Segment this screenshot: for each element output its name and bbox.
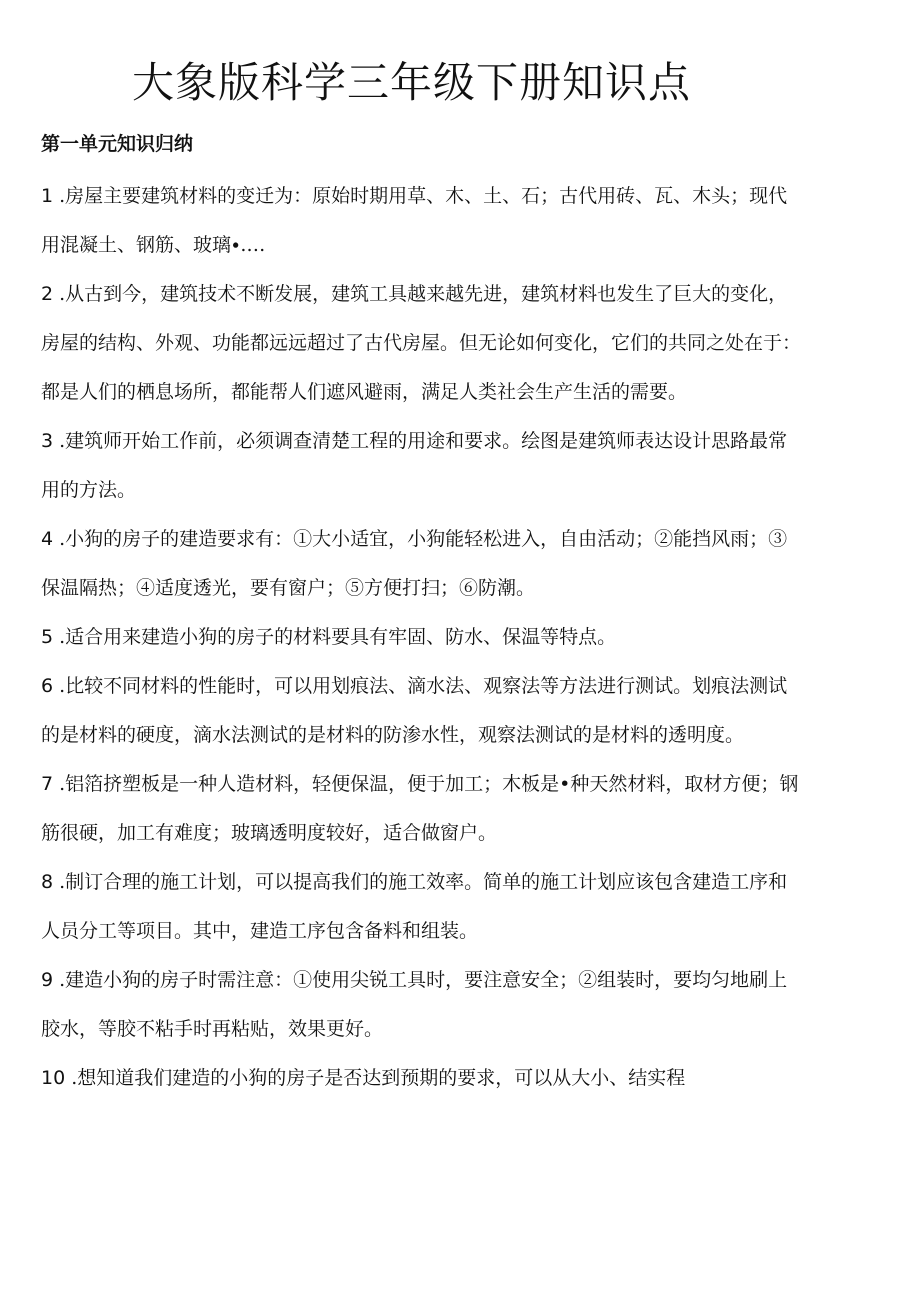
item-text: .想知道我们建造的小狗的房子是否达到预期的要求，可以从大小、结实程 [71, 1067, 686, 1089]
item-text: .适合用来建造小狗的房子的材料要具有牢固、防水、保温等特点。 [59, 626, 617, 648]
knowledge-point [41, 858, 801, 956]
knowledge-point [41, 172, 801, 270]
knowledge-point [41, 956, 801, 1054]
item-text: .小狗的房子的建造要求有：①大小适宜，小狗能轻松进入，自由活动；②能挡风雨；③保温隔热；④适度透光，要有窗户；⑤方便打扫；⑥防潮。 [41, 528, 788, 599]
knowledge-point [41, 417, 801, 515]
document-title: 大象版科学三年级下册知识点 [132, 58, 692, 107]
knowledge-point [41, 760, 801, 858]
knowledge-point [41, 1054, 801, 1103]
item-number: 7 [41, 773, 54, 795]
item-number: 6 [41, 675, 54, 697]
item-number: 5 [41, 626, 54, 648]
item-number: 4 [41, 528, 54, 550]
knowledge-point [41, 515, 801, 613]
item-number: 2 [41, 283, 54, 305]
item-text: .从古到今，建筑技术不断发展，建筑工具越来越先进，建筑材料也发生了巨大的变化，房屋的结构、外观、功能都远远超过了古代房屋。但无论如何变化，它们的共同之处在于：都是人们的栖息场所，都能帮人们遮风避雨，满足人类社会生产生活的需要。 [41, 283, 802, 403]
item-text: .建造小狗的房子时需注意：①使用尖锐工具时，要注意安全；②组装时，要均匀地刷上胶水，等胶不粘手时再粘贴，效果更好。 [41, 969, 788, 1040]
item-number: 10 [41, 1067, 66, 1089]
item-number: 8 [41, 871, 54, 893]
knowledge-point-list [41, 172, 801, 1103]
item-text: .房屋主要建筑材料的变迁为：原始时期用草、木、土、石；古代用砖、瓦、木头；现代用混凝土、钢筋、玻璃∙.… [41, 185, 788, 256]
item-number: 9 [41, 969, 54, 991]
item-text: .制订合理的施工计划，可以提高我们的施工效率。简单的施工计划应该包含建造工序和人员分工等项目。其中，建造工序包含备料和组装。 [41, 871, 788, 942]
knowledge-point [41, 270, 801, 417]
knowledge-point [41, 662, 801, 760]
item-text: .比较不同材料的性能时，可以用划痕法、滴水法、观察法等方法进行测试。划痕法测试的是材料的硬度，滴水法测试的是材料的防渗水性，观察法测试的是材料的透明度。 [41, 675, 788, 746]
section-heading: 第一单元知识归纳 [41, 133, 194, 155]
item-text: .建筑师开始工作前，必须调查清楚工程的用途和要求。绘图是建筑师表达设计思路最常用的方法。 [41, 430, 788, 501]
item-text: .铝箔挤塑板是一种人造材料，轻便保温，便于加工；木板是•种天然材料，取材方便；钢筋很硬，加工有难度；玻璃透明度较好，适合做窗户。 [41, 773, 799, 844]
item-number: 1 [41, 185, 54, 207]
knowledge-point [41, 613, 801, 662]
item-number: 3 [41, 430, 54, 452]
